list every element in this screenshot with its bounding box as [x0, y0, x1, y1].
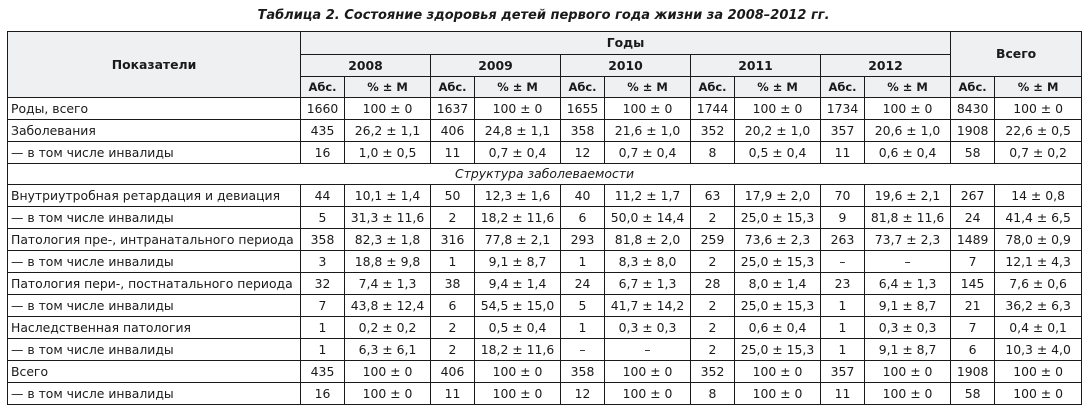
abs-cell: 8 — [691, 142, 735, 164]
abs-cell: 1 — [301, 339, 345, 361]
pct-cell: 54,5 ± 15,0 — [475, 295, 561, 317]
pct-cell: 1,0 ± 0,5 — [345, 142, 431, 164]
pct-cell: 100 ± 0 — [995, 361, 1082, 383]
abs-cell: 267 — [951, 185, 995, 207]
pct-cell: 10,3 ± 4,0 — [995, 339, 1082, 361]
section-title: Структура заболеваемости — [8, 164, 1082, 185]
pct-cell: 100 ± 0 — [475, 383, 561, 405]
pct-cell: 50,0 ± 14,4 — [605, 207, 691, 229]
pct-cell: 100 ± 0 — [865, 383, 951, 405]
pct-header: % ± M — [475, 77, 561, 98]
pct-cell: 100 ± 0 — [735, 361, 821, 383]
pct-cell: 9,1 ± 8,7 — [475, 251, 561, 273]
pct-cell: 25,0 ± 15,3 — [735, 295, 821, 317]
abs-cell: 2 — [691, 317, 735, 339]
pct-header: % ± M — [735, 77, 821, 98]
table-row — [8, 273, 1082, 295]
pct-cell: 100 ± 0 — [865, 98, 951, 120]
pct-cell: 0,6 ± 0,4 — [865, 142, 951, 164]
pct-cell: 41,7 ± 14,2 — [605, 295, 691, 317]
table-body — [8, 98, 1082, 405]
abs-cell: 6 — [561, 207, 605, 229]
abs-cell: 358 — [301, 229, 345, 251]
pct-cell: 0,5 ± 0,4 — [735, 142, 821, 164]
pct-cell: 36,2 ± 6,3 — [995, 295, 1082, 317]
pct-cell: 18,8 ± 9,8 — [345, 251, 431, 273]
row-label: Заболевания — [8, 120, 301, 142]
row-label: — в том числе инвалиды — [8, 339, 301, 361]
pct-cell: 25,0 ± 15,3 — [735, 251, 821, 273]
abs-cell: 1 — [821, 295, 865, 317]
abs-header: Абс. — [301, 77, 345, 98]
abs-cell: 1908 — [951, 120, 995, 142]
row-label: Патология пре-, интранатального периода — [8, 229, 301, 251]
pct-cell: 81,8 ± 2,0 — [605, 229, 691, 251]
abs-cell: 2 — [691, 295, 735, 317]
table-row — [8, 142, 1082, 164]
abs-header: Абс. — [821, 77, 865, 98]
row-label: Внутриутробная ретардация и девиация — [8, 185, 301, 207]
pct-cell: 100 ± 0 — [735, 383, 821, 405]
abs-cell: 1489 — [951, 229, 995, 251]
abs-cell: 8430 — [951, 98, 995, 120]
abs-cell: 263 — [821, 229, 865, 251]
row-label: — в том числе инвалиды — [8, 207, 301, 229]
year-header: 2009 — [431, 55, 561, 77]
pct-cell: – — [865, 251, 951, 273]
pct-cell: 100 ± 0 — [475, 361, 561, 383]
pct-cell: 18,2 ± 11,6 — [475, 339, 561, 361]
pct-cell: 6,3 ± 6,1 — [345, 339, 431, 361]
pct-header: % ± M — [995, 77, 1082, 98]
pct-cell: 100 ± 0 — [345, 383, 431, 405]
abs-cell: 406 — [431, 361, 475, 383]
pct-cell: 20,2 ± 1,0 — [735, 120, 821, 142]
abs-header: Абс. — [691, 77, 735, 98]
pct-cell: 77,8 ± 2,1 — [475, 229, 561, 251]
abs-cell: 16 — [301, 142, 345, 164]
abs-cell: 1 — [821, 339, 865, 361]
abs-cell: – — [821, 251, 865, 273]
abs-cell: 2 — [691, 339, 735, 361]
pct-cell: 8,3 ± 8,0 — [605, 251, 691, 273]
pct-cell: 24,8 ± 1,1 — [475, 120, 561, 142]
abs-cell: 11 — [821, 383, 865, 405]
abs-cell: 44 — [301, 185, 345, 207]
pct-cell: 0,6 ± 0,4 — [735, 317, 821, 339]
abs-cell: 28 — [691, 273, 735, 295]
pct-cell: 100 ± 0 — [475, 98, 561, 120]
pct-cell: 100 ± 0 — [735, 98, 821, 120]
row-label: — в том числе инвалиды — [8, 295, 301, 317]
abs-cell: 1 — [301, 317, 345, 339]
abs-cell: 16 — [301, 383, 345, 405]
pct-header: % ± M — [345, 77, 431, 98]
abs-cell: 1 — [561, 317, 605, 339]
abs-cell: 293 — [561, 229, 605, 251]
abs-cell: 1655 — [561, 98, 605, 120]
section-row — [8, 164, 1082, 185]
pct-cell: 100 ± 0 — [605, 361, 691, 383]
abs-header: Абс. — [561, 77, 605, 98]
abs-cell: 7 — [301, 295, 345, 317]
pct-cell: 17,9 ± 2,0 — [735, 185, 821, 207]
abs-cell: 357 — [821, 361, 865, 383]
abs-cell: 58 — [951, 142, 995, 164]
pct-cell: 8,0 ± 1,4 — [735, 273, 821, 295]
abs-cell: 358 — [561, 120, 605, 142]
abs-cell: 38 — [431, 273, 475, 295]
abs-cell: 23 — [821, 273, 865, 295]
table-row — [8, 295, 1082, 317]
pct-cell: 0,3 ± 0,3 — [605, 317, 691, 339]
pct-cell: 25,0 ± 15,3 — [735, 207, 821, 229]
pct-cell: 0,5 ± 0,4 — [475, 317, 561, 339]
table-row — [8, 361, 1082, 383]
abs-cell: 58 — [951, 383, 995, 405]
abs-header: Абс. — [431, 77, 475, 98]
row-label: Наследственная патология — [8, 317, 301, 339]
table-caption: Таблица 2. Состояние здоровья детей первого года жизни за 2008–2012 гг. — [257, 8, 830, 23]
pct-cell: 81,8 ± 11,6 — [865, 207, 951, 229]
pct-cell: 0,2 ± 0,2 — [345, 317, 431, 339]
row-label: — в том числе инвалиды — [8, 142, 301, 164]
abs-cell: 145 — [951, 273, 995, 295]
abs-cell: 9 — [821, 207, 865, 229]
year-header: 2010 — [561, 55, 691, 77]
pct-cell: 31,3 ± 11,6 — [345, 207, 431, 229]
table-row — [8, 339, 1082, 361]
year-header: 2012 — [821, 55, 951, 77]
abs-cell: 1 — [561, 251, 605, 273]
pct-cell: 0,7 ± 0,4 — [475, 142, 561, 164]
row-label: — в том числе инвалиды — [8, 251, 301, 273]
abs-cell: 11 — [431, 142, 475, 164]
pct-cell: 73,6 ± 2,3 — [735, 229, 821, 251]
abs-cell: 1637 — [431, 98, 475, 120]
abs-cell: 352 — [691, 120, 735, 142]
abs-cell: 316 — [431, 229, 475, 251]
pct-cell: 0,4 ± 0,1 — [995, 317, 1082, 339]
pct-cell: 10,1 ± 1,4 — [345, 185, 431, 207]
pct-cell: 0,3 ± 0,3 — [865, 317, 951, 339]
abs-cell: 1734 — [821, 98, 865, 120]
abs-cell: 406 — [431, 120, 475, 142]
pct-cell: 0,7 ± 0,4 — [605, 142, 691, 164]
abs-cell: 1 — [821, 317, 865, 339]
abs-cell: 12 — [561, 383, 605, 405]
row-label: Роды, всего — [8, 98, 301, 120]
abs-cell: 358 — [561, 361, 605, 383]
pct-cell: 11,2 ± 1,7 — [605, 185, 691, 207]
abs-cell: 7 — [951, 251, 995, 273]
abs-cell: 2 — [431, 339, 475, 361]
total-header: Всего — [951, 32, 1082, 77]
pct-cell: 26,2 ± 1,1 — [345, 120, 431, 142]
abs-cell: 435 — [301, 120, 345, 142]
pct-cell: 0,7 ± 0,2 — [995, 142, 1082, 164]
abs-cell: 1660 — [301, 98, 345, 120]
pct-cell: 7,4 ± 1,3 — [345, 273, 431, 295]
abs-cell: 1908 — [951, 361, 995, 383]
abs-cell: 32 — [301, 273, 345, 295]
pct-cell: 21,6 ± 1,0 — [605, 120, 691, 142]
abs-cell: 1744 — [691, 98, 735, 120]
years-group-header: Годы — [301, 32, 951, 55]
abs-cell: 2 — [691, 207, 735, 229]
abs-cell: 352 — [691, 361, 735, 383]
pct-cell: 20,6 ± 1,0 — [865, 120, 951, 142]
pct-cell: 18,2 ± 11,6 — [475, 207, 561, 229]
pct-cell: 12,3 ± 1,6 — [475, 185, 561, 207]
pct-cell: 100 ± 0 — [865, 361, 951, 383]
table-row — [8, 120, 1082, 142]
abs-cell: 70 — [821, 185, 865, 207]
table-row — [8, 185, 1082, 207]
abs-cell: 24 — [561, 273, 605, 295]
row-label: Патология пери-, постнатального периода — [8, 273, 301, 295]
health-table — [7, 31, 1082, 405]
abs-cell: 12 — [561, 142, 605, 164]
pct-cell: 12,1 ± 4,3 — [995, 251, 1082, 273]
abs-cell: 5 — [561, 295, 605, 317]
pct-cell: 43,8 ± 12,4 — [345, 295, 431, 317]
pct-cell: 82,3 ± 1,8 — [345, 229, 431, 251]
abs-cell: 2 — [691, 251, 735, 273]
pct-cell: 100 ± 0 — [605, 98, 691, 120]
table-row — [8, 98, 1082, 120]
abs-cell: 8 — [691, 383, 735, 405]
row-label: — в том числе инвалиды — [8, 383, 301, 405]
pct-cell: 100 ± 0 — [345, 361, 431, 383]
abs-cell: 6 — [431, 295, 475, 317]
table-row — [8, 207, 1082, 229]
abs-cell: 2 — [431, 207, 475, 229]
abs-cell: 63 — [691, 185, 735, 207]
pct-cell: 9,4 ± 1,4 — [475, 273, 561, 295]
table-row — [8, 229, 1082, 251]
abs-cell: 357 — [821, 120, 865, 142]
table-row — [8, 317, 1082, 339]
table-row — [8, 383, 1082, 405]
row-label: Всего — [8, 361, 301, 383]
abs-cell: – — [561, 339, 605, 361]
pct-cell: 6,7 ± 1,3 — [605, 273, 691, 295]
pct-cell: 100 ± 0 — [605, 383, 691, 405]
pct-cell: – — [605, 339, 691, 361]
pct-cell: 22,6 ± 0,5 — [995, 120, 1082, 142]
pct-cell: 78,0 ± 0,9 — [995, 229, 1082, 251]
abs-cell: 24 — [951, 207, 995, 229]
pct-cell: 19,6 ± 2,1 — [865, 185, 951, 207]
pct-cell: 100 ± 0 — [345, 98, 431, 120]
abs-cell: 11 — [821, 142, 865, 164]
pct-cell: 7,6 ± 0,6 — [995, 273, 1082, 295]
pct-cell: 100 ± 0 — [995, 98, 1082, 120]
abs-cell: 259 — [691, 229, 735, 251]
pct-cell: 9,1 ± 8,7 — [865, 339, 951, 361]
abs-cell: 40 — [561, 185, 605, 207]
pct-cell: 41,4 ± 6,5 — [995, 207, 1082, 229]
abs-cell: 6 — [951, 339, 995, 361]
pct-cell: 100 ± 0 — [995, 383, 1082, 405]
abs-cell: 435 — [301, 361, 345, 383]
pct-cell: 25,0 ± 15,3 — [735, 339, 821, 361]
pct-header: % ± M — [605, 77, 691, 98]
table-row — [8, 251, 1082, 273]
indicators-header: Показатели — [8, 32, 301, 98]
abs-cell: 2 — [431, 317, 475, 339]
pct-cell: 14 ± 0,8 — [995, 185, 1082, 207]
abs-cell: 11 — [431, 383, 475, 405]
pct-cell: 9,1 ± 8,7 — [865, 295, 951, 317]
abs-cell: 21 — [951, 295, 995, 317]
abs-cell: 5 — [301, 207, 345, 229]
abs-cell: 50 — [431, 185, 475, 207]
abs-cell: 1 — [431, 251, 475, 273]
pct-header: % ± M — [865, 77, 951, 98]
abs-header: Абс. — [951, 77, 995, 98]
abs-cell: 3 — [301, 251, 345, 273]
pct-cell: 73,7 ± 2,3 — [865, 229, 951, 251]
abs-cell: 7 — [951, 317, 995, 339]
pct-cell: 6,4 ± 1,3 — [865, 273, 951, 295]
year-header: 2011 — [691, 55, 821, 77]
year-header: 2008 — [301, 55, 431, 77]
